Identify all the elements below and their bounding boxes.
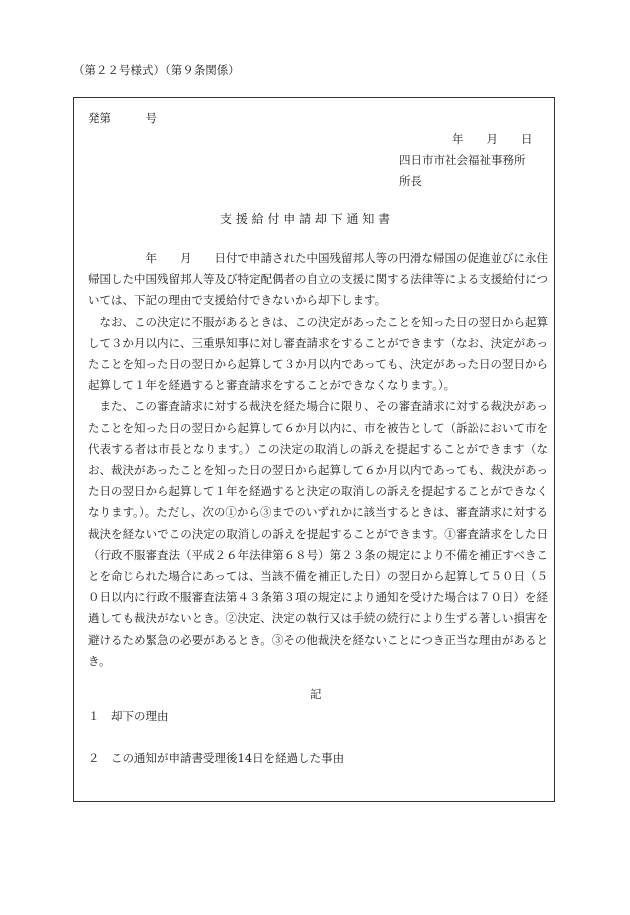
reason-item-1: １ 却下の理由	[88, 709, 169, 723]
reason-item-2: ２ この通知が申請書受理後14日を経過した事由	[88, 751, 345, 765]
office-chief: 所長	[399, 174, 422, 188]
ki-heading: 記	[310, 687, 322, 701]
body-paragraph-3: また、この審査請求に対する裁決を経た場合に限り、その審査請求に対する裁決があったことを知った日の翌日から起算して６か月以内に、市を被告として（訴訟において市を代表する者は市長となります。）この決定の取消しの訴えを提起することができます（なお、裁決があったことを知った日の翌日から起算して６か月以内であっても、裁決があった日の翌日から起算して１年を経過すると決定の取消しの訴えを提起することができなくなります。）。ただし、次の①から③までのいずれかに該当するときは、審査請求に対する裁決を経ないでこの決定の取消しの訴えを提起することができます。①審査請求をした日（行政不服審査法（平成２６年法律第６８号）第２３条の規定により不備を補正すべきことを命じられた場合にあっては、当該不備を補正した日）の翌日から起算して５０日（５０日以内に行政不服審査法第４３条第３項の規定により通知を受けた場合は７０日）を経過しても裁決がないとき。②決定、決定の執行又は手続の続行により生ずる著しい損害を避けるため緊急の必要があるとき。③その他裁決を経ないことにつき正当な理由があるとき。	[88, 399, 548, 668]
notice-frame	[73, 97, 555, 802]
issue-date: 年 月 日	[452, 132, 533, 146]
issuing-office: 四日市市社会福祉事務所	[399, 153, 526, 167]
document-title: 支 援 給 付 申 請 却 下 通 知 書	[220, 212, 391, 226]
form-number-label: （第２２号様式）（第９条関係）	[73, 63, 240, 77]
body-paragraph-1: 年 月 日付で申請された中国残留邦人等の円滑な帰国の促進並びに永住帰国した中国残留邦人等及び特定配偶者の自立の支援に関する法律等による支援給付については、下記の理由で支援給付できないから却下します。	[88, 251, 548, 308]
body-paragraph-2: なお、この決定に不服があるときは、この決定があったことを知った日の翌日から起算して３か月以内に、三重県知事に対し審査請求をすることができます（なお、決定があったことを知った日の翌日から起算して３か月以内であっても、決定があった日の翌日から起算して１年を経過すると審査請求をすることができなくなります。）。	[88, 314, 548, 393]
notice-body	[88, 248, 548, 672]
document-number: 発第 号	[88, 111, 157, 125]
